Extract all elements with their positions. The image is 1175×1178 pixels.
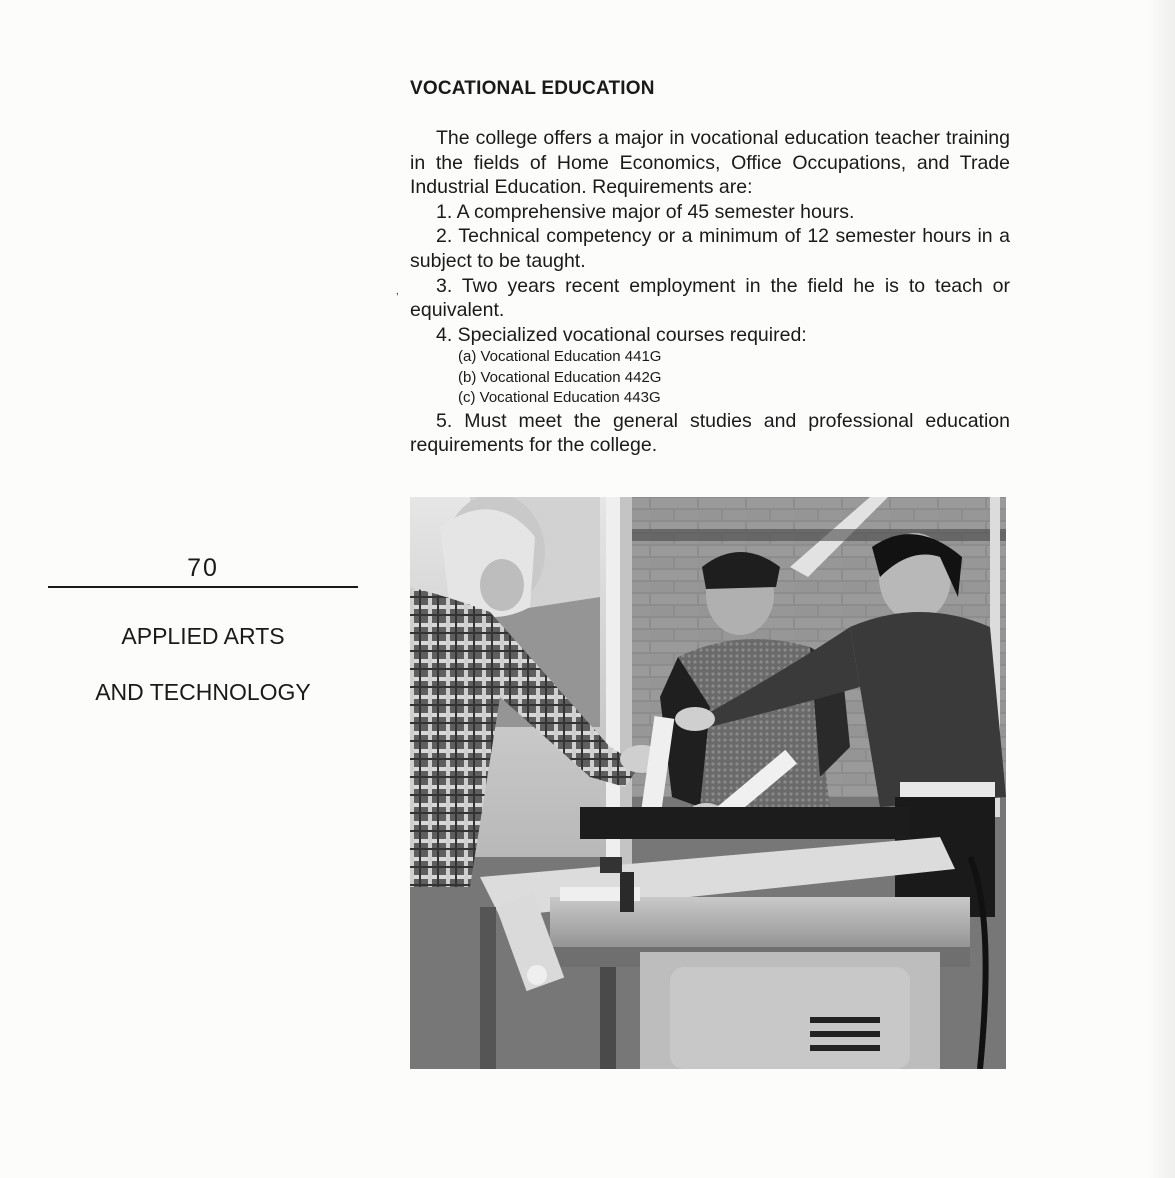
section-marker bbox=[48, 552, 358, 734]
article-intro: The college offers a major in vocational education teacher training in the fields of Home Economics, Office Occupations, and Trade Industrial Education. Requirements are: bbox=[410, 127, 1010, 199]
stray-mark: ‚ bbox=[396, 283, 399, 297]
requirement-4: 4. Specialized vocational courses required: bbox=[436, 323, 807, 346]
course-item-b: (b) Vocational Education 442G bbox=[458, 368, 662, 386]
requirement-2: 2. Technical competency or a minimum of 12 semester hours in a subject to be taught. bbox=[410, 225, 1010, 272]
requirement-3: 3. Two years recent employment in the field he is to teach or equivalent. bbox=[410, 274, 1010, 322]
section-title-line-1: APPLIED ARTS bbox=[121, 623, 285, 649]
requirement-5: 5. Must meet the general studies and professional education requirements for the college. bbox=[410, 409, 1010, 457]
course-list bbox=[410, 347, 1010, 409]
course-item-a: (a) Vocational Education 441G bbox=[458, 348, 662, 366]
scan-edge bbox=[1147, 0, 1175, 1178]
course-item-c: (c) Vocational Education 443G bbox=[458, 389, 661, 407]
requirement-1: 1. A comprehensive major of 45 semester hours. bbox=[436, 200, 855, 223]
section-title-line-2: AND TECHNOLOGY bbox=[95, 679, 311, 705]
workshop-photo-illustration bbox=[410, 497, 1006, 1069]
article bbox=[410, 76, 1010, 458]
page-number: 70 bbox=[187, 554, 219, 582]
section-divider bbox=[48, 586, 358, 588]
article-heading: VOCATIONAL EDUCATION bbox=[410, 78, 655, 99]
section-title bbox=[48, 594, 358, 734]
workshop-photo bbox=[410, 497, 1006, 1069]
